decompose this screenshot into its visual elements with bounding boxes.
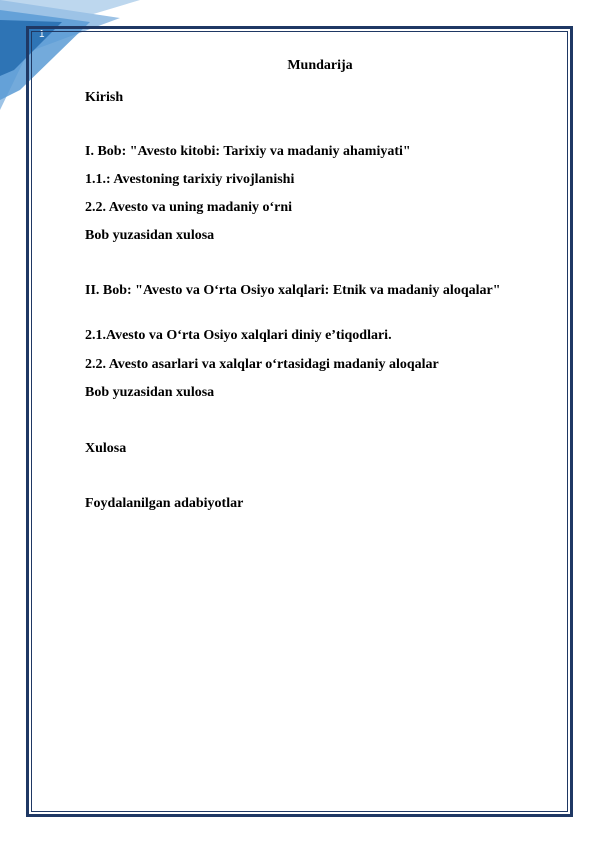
toc-entry-chapter-2: II. Bob: "Avesto va O‘rta Osiyo xalqlari: Etnik va madaniy aloqalar" [85,283,501,298]
toc-entry-chapter-1-conclusion: Bob yuzasidan xulosa [85,228,215,243]
toc-entry-introduction: Kirish [85,90,124,105]
toc-title: Mundarija [287,58,353,73]
toc-entry-section-1-2: 2.2. Avesto va uning madaniy o‘rni [85,200,293,215]
toc-entry-section-2-1: 2.1.Avesto va O‘rta Osiyo xalqlari diniy e’tiqodlari. [85,328,392,343]
toc-entry-chapter-2-conclusion: Bob yuzasidan xulosa [85,385,215,400]
page-number: 1 [39,29,45,40]
toc-entry-bibliography: Foydalanilgan adabiyotlar [85,496,244,511]
toc-entry-section-2-2: 2.2. Avesto asarlari va xalqlar o‘rtasidagi madaniy aloqalar [85,357,439,372]
toc-entry-section-1-1: 1.1.: Avestoning tarixiy rivojlanishi [85,172,295,187]
toc-entry-conclusion: Xulosa [85,441,127,456]
toc-entry-chapter-1: I. Bob: "Avesto kitobi: Tarixiy va madaniy ahamiyati" [85,144,411,159]
